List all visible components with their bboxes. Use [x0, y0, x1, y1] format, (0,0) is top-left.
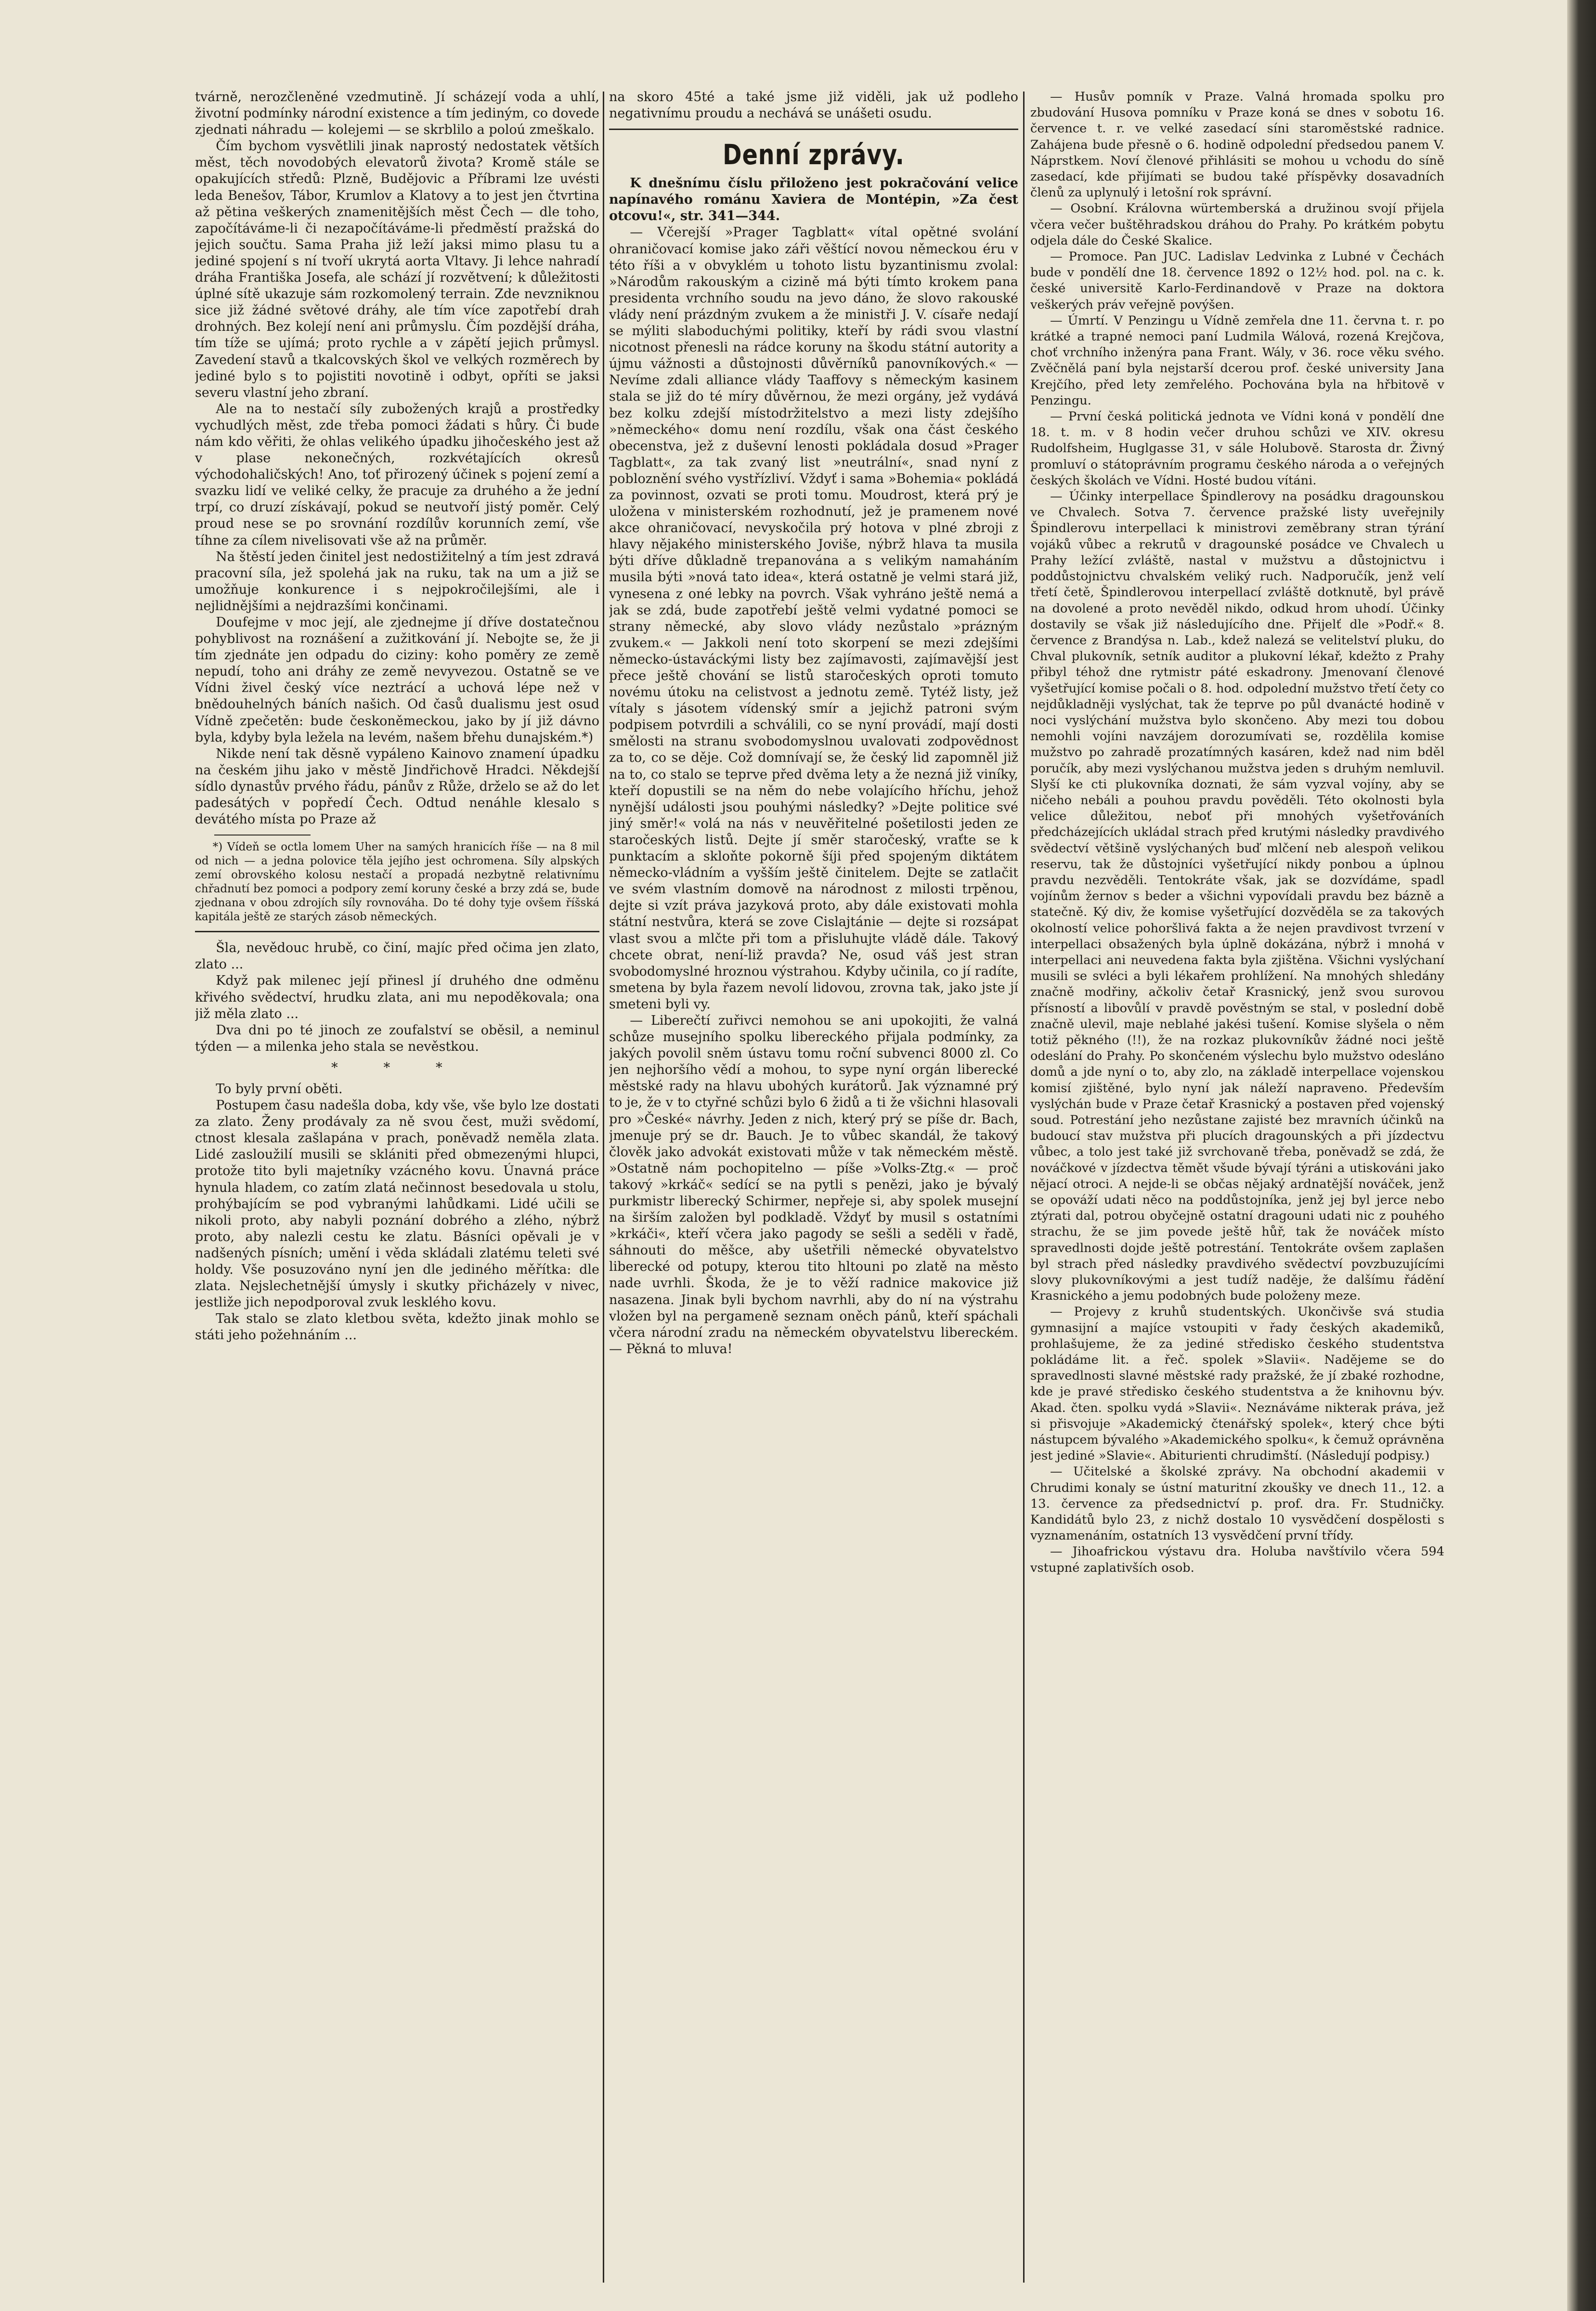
news-item: — Promoce. Pan JUC. Ladislav Ledvinka z Lubné v Čechách bude v pondělí dne 18. července 1892 o 12½ hod. pol. na c. k. české universitě Karlo-Ferdinandově v Praze na doktora veškerých práv veřejně povýšen. [1030, 249, 1444, 312]
column-rule-left [603, 91, 604, 2283]
paragraph: tvárně, nerozčleněné vzedmutině. Jí scházejí voda a uhlí, životní podmínky národní existence a tím jediným, co dovede zjednati náhradu — kolejemi — se skrblilo a poloú zmeškalo. [195, 90, 599, 138]
news-item: — Husův pomník v Praze. Valná hromada spolku pro zbudování Husova pomníku v Praze koná se dnes v sobotu 16. července t. r. ve velké zasedací síni staroměstské radnice. Zahájena bude přesně o 6. hodině odpolední předsedou panem V. Náprstkem. Noví členové přihlásiti se mohou u vchodu do síně zasedací, kde přijímati se budou také příspěvky dosavadních členů za uplynulý i letošní rok správní. [1030, 90, 1444, 200]
paragraph: Nikde není tak děsně vypáleno Kainovo znamení úpadku na českém jihu jako v městě Jindřichově Hradci. Někdejší sídlo dynastův prvého řádu, pánův z Růže, drželo se až do let padesátých v popředí Čech. Odtud nenáhle klesalo s devátého místa po Praze až [195, 746, 599, 827]
section-heading: Denní zprávy. [723, 138, 905, 171]
paragraph: Dva dni po té jinoch ze zoufalství se oběsil, a neminul týden — a milenka jeho stala se nevěstkou. [195, 1022, 599, 1054]
paragraph: Čím bychom vysvětlili jinak naprostý nedostatek větších měst, těch novodobých elevatorů života? Kromě stále se opakujících středů: Plzně, Budějovic a Příbrami lze uvésti leda Benešov, Tábor, Krumlov a Klatovy a to jest jen čtvrtina až pětina veškerých znamenitějších měst Čech — dle toho, započítáváme-li či nezapočítáváme-li předměstí pražská do jejich součtu. Sama Praha již leží jaksi mimo plasu tu a jediné spojení s ní tvoří ukrytá aorta Vltavy. Ji lehce nahradí dráha Františka Josefa, ale schází jí rozvětvení; k důležitosti úplné sítě ukazuje sám rozkomolený terrain. Zde nevzniknou sice již žádné světové dráhy, ale tím více zapotřebí drah drohných. Bez kolejí není ani průmyslu. Čím pozdější dráha, tím tíže se ujímá; proto rychle a v zápětí jejich průmysl. Zavedení stavů a tkalcovských škol ve velkých rozměrech by jediné bylo s to pojistiti novotině i odbyt, opříti se jaksi severu vlastní jeho zbraní. [195, 139, 599, 400]
footnote-rule [214, 835, 311, 836]
column-right [1030, 89, 1444, 2266]
paragraph: na skoro 45té a také jsme již viděli, jak už podleho negativnímu proudu a nechává se unášeti osudu. [609, 90, 1018, 121]
news-item: — Úmrtí. V Penzingu u Vídně zemřela dne 11. června t. r. po krátké a trapné nemoci paní Ludmila Wálová, rozená Krejčova, choť vrchního inženýra pana Frant. Wály, v 36. roce věku svého. Zvěčnělá paní byla nejstarší dcerou prof. české university Jana Krejčího, před lety zemřelého. Pochována byla na hřbitově v Penzingu. [1030, 313, 1444, 408]
paragraph: Doufejme v moc její, ale zjednejme jí dříve dostatečnou pohyblivost na roznášení a zužitkování jí. Nebojte se, že ji tím zjednáte jen odpadu do ciziny: koho poměry ze země nepudí, toho ani dráhy ze země nevyvezou. Ostatně se ve Vídni živel český více neztrácí a uchová lépe než v bnědouhelných báních našich. Od časů dualismu jest osud Vídně zpečetěn: bude českoněmeckou, jako by jí již dávno byla, kdyby byla ležela na levém, našem břehu dunajském.*) [195, 615, 599, 745]
paragraph: Na štěstí jeden činitel jest nedostižitelný a tím jest zdravá pracovní síla, jež spolehá jak na ruku, tak na um a již se umožňuje konkurence i s nejpokročilejšími, ale i nejlidnějšími a nejdrazšími končinami. [195, 549, 599, 614]
paragraph: — Včerejší »Prager Tagblatt« vítal opětné svolání ohraničovací komise jako záři věštící novou německou éru v této říši a v obvyklém u tohoto listu byzantinismu zvolal: »Národům rakouským a cizině má býti tímto krokem pana presidenta vrchního soudu na jevo dáno, že slovo rakouské vlády není prázdným zvukem a že ministři J. V. císaře nedají se mýliti slaboduchými politiky, kteří by rádi svou vlastní nicotnost přenesli na rádce koruny na škodu státní autority a újmu vážnosti a důstojnosti důvěrníků panovníkových.« — Nevíme zdali alliance vlády Taaffovy s německým kasinem stala se již do té míry důvěrnou, že mezi orgány, jež vydává bez kolku zdejší místodržitelstvo a mezi listy zdejšího »německého« domu není rozdílu, však ona část českého obecenstva, jež z duševní lenosti pokládala dosud »Prager Tagblatt«, za tak zvaný list »neutrální«, snad nyní z pobloznění svého vystřízliví. Vždyť i sama »Bohemia« pokládá za povinnost, ozvati se proti tomu. Moudrost, která prý je uložena v ministerském rozhodnutí, jež je pramenem nové akce ohraničovací, nevyskočila prý hotova v plné zbroji z hlavy nějakého ministerského Joviše, nýbrž hlava ta musila býti dříve důkladně trepanována a s velikým namaháním musila býti »nová tato idea«, která ostatně je velmi stará již, vynesena z oné lebky na povrch. Však vyhráno ještě nemá a jak se zdá, bude zapotřebí ještě velmi vydatné pomoci se strany německé, aby slovo vlády nezůstalo »prázným zvukem.« — Jakkoli není toto skorpení se mezi zdejšími německo-ústaváckými listy bez zajímavosti, zajímavější jest přece ještě chování se listů staročeských oproti tomuto novému útoku na celistvost a jednotu země. Tytéž listy, jež vítaly s jásotem vídenský smír a jejichž patroni svým podpisem potvrdili a schválili, co se nyní provádí, mají dosti smělosti na stranu svobodomyslnou uvalovati zodpovědnost za to, co se děje. Což domnívají se, že český lid zapomněl již na to, co stalo se teprve před dvěma lety a že nezná již viníky, kteří dopustili se na něm do nebe volajícího hříchu, jehož nynější události jsou pouhými následky? »Dejte politice své jiný směr!« volá na nás v neuvěřitelné pošetilosti jeden ze staročeských listů. Dejte jí směr staročeský, vraťte se k punktacím a skloňte pokorně šíji před spojeným diktátem německo-vládním a vyšším ještě činitelem. Dejte se zatlačit ve svém vlastním domově na národnost z milosti trpěnou, dejte si vzít práva jazyková proto, aby dále existovati mohla státní nestvůra, která se zove Cislajtánie — dejte si rozsápat vlast svou a mlčte při tom a přisluhujte vládě dále. Takový chcete obrat, není-liž pravda? Ne, osud váš jest stran svobodomyslné hroznou výstrahou. Kdyby učinila, co jí radíte, smetena by byla řazem nevolí lidovou, zrovna tak, jako jste jí smeteni byli vy. [609, 225, 1018, 1012]
section-stars: * * * [331, 1060, 463, 1075]
column-rule-right [1023, 91, 1025, 2283]
paragraph: Ale na to nestačí síly zubožených krajů a prostředky vychudlých měst, zde třeba pomoci žádati s hůry. Či bude nám kdo věřiti, že ohlas velikého úpadku jihočeského jest až v plase nekonečných, rozkvétajících okresů východohaličských! Ano, toť přirozený účinek s pojení zemí a svazku lidí ve veliké celky, že pracuje za druhého a že jední trpí, co druzí získávají, pokud se neutvoří jistý poměr. Celý proud nese se po srovnání rozdílův korunních zemí, vše tíhne za cílem nivelisovati vše až na průměr. [195, 401, 599, 548]
paragraph: Když pak milenec její přinesl jí druhého dne odměnu křivého svědectví, hrudku zlata, ani mu nepoděkovala; ona již měla zlato ... [195, 973, 599, 1021]
news-item: — Projevy z kruhů studentských. Ukončivše svá studia gymnasijní a majíce vstoupiti v řady českých akademiků, prohlašujeme, že za jediné středisko českého studentstva pokládáme lit. a řeč. spolek »Slavii«. Nadějeme se do spravedlnosti slavné městské rady pražské, že jí zbaké rozhodne, kde je pravé středisko českého studentstva a že knihovnu býv. Akad. čten. spolku vydá »Slavii«. Neznáváme nikterak práva, jež si přisvojuje »Akademický čtenářský spolek«, který chce býti nástupcem bývalého »Akademického spolku«, k čemuž oprávněna jest jediné »Slavie«. Abiturienti chrudimští. (Následují podpisy.) [1030, 1305, 1444, 1463]
news-item: — Učitelské a školské zprávy. Na obchodní akademii v Chrudimi konaly se ústní maturitní zkoušky ve dnech 11., 12. a 13. července za předsednictví p. prof. dra. Fr. Studničky. Kandidátů bylo 23, z nichž dostalo 10 vysvědčení dospělosti s vyznamenáním, ostatních 13 vysvědčení první třídy. [1030, 1464, 1444, 1543]
paragraph: To byly první oběti. [216, 1081, 343, 1097]
news-item: — Účinky interpellace Špindlerovy na posádku dragounskou ve Chvalech. Sotva 7. července pražské listy uveřejnily Špindlerovu interpellaci k ministrovi zeměbrany stran týrání vojáků vůbec a rekrutů v dragounské posádce ve Chvalech u Prahy ležící zvláště, nastal v mužstvu a důstojnictvu i poddůstojnictvu chvalském veliký ruch. Nadporučík, jenž velí třetí četě, Špindlerovou interpellací zvláště dotknutě, byl právě na dovolené a proto nevěděl nikdo, odkud hrom uhodí. Účinky dostavily se však již následujícího dne. Přijelť dle »Podř.« 8. července z Brandýsa n. Lab., kdež nalezá se velitelství pluku, do Chval plukovník, setník auditor a plukovní lékař, kdežto z Prahy přibyl téhož dne rytmistr páté eskadrony. Jmenovaní členové vyšetřující komise počali o 8. hod. odpolední mužstvo třetí čety co nejdůkladněji vyslýchat, tak že teprve po půl dvanácté hodině v noci vyslýchání mužstva bylo skončeno. Aby mezi tou dobou nemohli vojíni navzájem dorozumívati se, rozdělila komise mužstvo po zahradě prozatímných kasáren, kdež nad nim bděl poručík, aby mezi vyslýchanou mužstva jeden s druhým nemluvil. Slyší ke cti plukovníka doznati, že sám vyzval vojíny, aby se ničeho nebáli a pouhou pravdu pověděli. Této okolnosti byla velice důležitou, neboť při mnohých vyšetřováních předcházejících ukládal strach před krutými následky pravdivého svědectví většině vyslýchaných buď mlčení neb alespoň velikou reservu, tak že důstojníci vyšetřující nikdy ponbou a úplnou pravdu nezvěděli. Tentokráte však, jak se dozvídáme, spadl vojínům žernov s beder a všichni vypovídali pravdu bez bázně a statečně. Ký div, že komise vyšetřující dozvěděla se za takových okolností velice pohoršlivá fakta a že nejen pravdivost tvrzení v interpellaci obsažených byla úplně dokázána, nýbrž i mnohá v interpellaci ani neuvedena fakta byla zjištěna. Všichni vyslýchaní musili se svléci a byli lékařem prohlížení. Na mnohých shledány značně modřiny, ačkoliv četař Krasnický, jenž svou surovou přísností a libovůlí v pravdě pověstným se stal, v poslední době značně ulevil, maje neblahé jakési tušení. Komise slyšela o něm totiž pěkného (!!), že na rozkaz plukovníkův žádné noci ještě odeslání do Prahy. Po skončeném výslechu bylo mužstvo odesláno domů a jde nyní o to, aby zlo, na základě interpellace vojenskou komisí zjištěné, bylo nyní jak náleží napraveno. Především vyslýchán bude v Praze četař Krasnický a postaven před vojenský soud. Potrestání jeho nezůstane zajisté bez mravních účinků na budoucí stav mužstva při plucích dragounských a při jízdectvu vůbec, a tolo jest také již svrchovaně třeba, poněvadž se zdá, že nováčkové v jízdectva těmět všude bývají týráni a utiskováni jako nějací otroci. A nejde-li se občas nějaký ardnatější nováček, jenž se opováží udati něco na poddůstojníka, jenž jej byl jerce nebo ztýrati dal, potrou obyčejně ostatní dragouni udati nic z pouhého strachu, že se jim povede ještě hůř, tak že nováček místo spravedlnosti dojde ještě potrestání. Tentokráte ovšem zaplašen byl strach před následky pravdivého svědectví povzbuzujícími slovy plukovníkovými a jest tudíž naděje, že dalšímu řádění Krasnického a jemu podobných bude položeny meze. [1030, 489, 1444, 1304]
paragraph: — Liberečtí zuřivci nemohou se ani upokojiti, že valná schůze musejního spolku libereckého přijala podmínky, za jakých povolil sněm ústavu tomu roční subvenci 8000 zl. Co jen nejhoršího vědí a mohou, to sype nyní orgán liberecké městské rady na hlavu ubohých kurátorů. Jak významné prý to je, že v to ctyřné schůzi bylo 6 židů a ti že všichni hlasovali pro »České« návrhy. Jeden z nich, který prý se píše dr. Bach, jmenuje prý se dr. Bauch. Je to vůbec skandál, že takový člověk jako advokát existovati může v tak německém městě. »Ostatně nám pochopitelno — píše »Volks-Ztg.« — proč takový »krkáč« sedící se na pytli s penězi, jako je bývalý purkmistr liberecký Schirmer, nepřeje si, aby spolek musejní na širším založen byl podkladě. Vždyť by musil s ostatními »krkáči«, kteří včera jako pagody se sešli a seděli v řadě, sáhnouti do měšce, aby ušetřili německé obyvatelstvo liberecké od potupy, kterou tito hltouni po zlatě na město nade uvrhli. Škoda, že je to věží radnice makovice již nasazena. Jinak byli bychom navrhli, aby do ní na výstrahu vložen byl na pergameně seznam oněch pánů, kteří spáchali včera národní zradu na německém obyvatelstvu libereckém. — Pěkná to mluva! [609, 1013, 1018, 1357]
section-divider [195, 931, 599, 932]
column-left [195, 89, 599, 2266]
section-divider [609, 129, 1018, 130]
paragraph: Postupem času nadešla doba, kdy vše, vše bylo lze dostati za zlato. Ženy prodávaly za ně svou čest, muži svědomí, ctnost klesala zašlapána v prach, poněvadž neměla zlata. Lidé zasloužilí musili se sklániti před obmezenými hlupci, protože tito byli majetníky vzácného kovu. Únavná práce hynula hladem, co zatím zlatá nečinnost besedovala u stolu, prohýbajícím se pod vybranými lahůdkami. Lidé učili se nikoli proto, aby nabyli poznání dobrého a zlého, nýbrž proto, aby nalezli cestu ke zlatu. Básníci opěvali je v nadšených písních; umění i věda skládali zlatému teleti své holdy. Vše posuzováno nyní jen dle jediného měřítka: dle zlata. Nejslechetnější úmysly i skutky přicházely v nivec, jestliže jich nepodporoval zvuk lesklého kovu. [195, 1098, 599, 1310]
footnote: *) Vídeň se octla lomem Uher na samých hranicích říše — na 8 mil od nich — a jedna polovice těla jejího jest ochromena. Síly alpských zemí obrovského kolosu nestačí a propadá nezbytně relativnímu chřadnutí bez pomoci a podpory zemí koruny české a brzy zdá se, bude zjednana v obou zdrojích síly rovnováha. Do té dohy tyje ovšem říšská kapitála ještě ze starých zásob německých. [195, 841, 599, 924]
news-item: — První česká politická jednota ve Vídni koná v pondělí dne 18. t. m. v 8 hodin večer druhou schůzi ve XIV. okresu Rudolfsheim, Huglgasse 31, v sále Holubově. Starosta dr. Živný promluví o státoprávním programu českého národa a o veřejných českých školách ve Vídni. Hosté budou vítáni. [1030, 409, 1444, 488]
paragraph: Šla, nevědouc hrubě, co činí, majíc před očima jen zlato, zlato ... [195, 940, 599, 972]
paragraph: K dnešnímu číslu přiloženo jest pokračování velice napínavého románu Xaviera de Montépin, »Za čest otcovu!«, str. 341—344. [609, 176, 1018, 224]
news-item: — Osobní. Královna würtemberská a družinou svojí přijela včera večer buštěhradskou dráhou do Prahy. Po krátkém pobytu odjela dále do České Skalice. [1030, 201, 1444, 248]
news-item: — Jihoafrickou výstavu dra. Holuba navštívilo včera 594 vstupné zaplativších osob. [1030, 1544, 1444, 1575]
paragraph: Tak stalo se zlato kletbou světa, kdežto jinak mohlo se státi jeho požehnáním ... [195, 1311, 599, 1343]
scan-edge-shadow [1567, 0, 1596, 2311]
column-middle [609, 89, 1018, 2266]
